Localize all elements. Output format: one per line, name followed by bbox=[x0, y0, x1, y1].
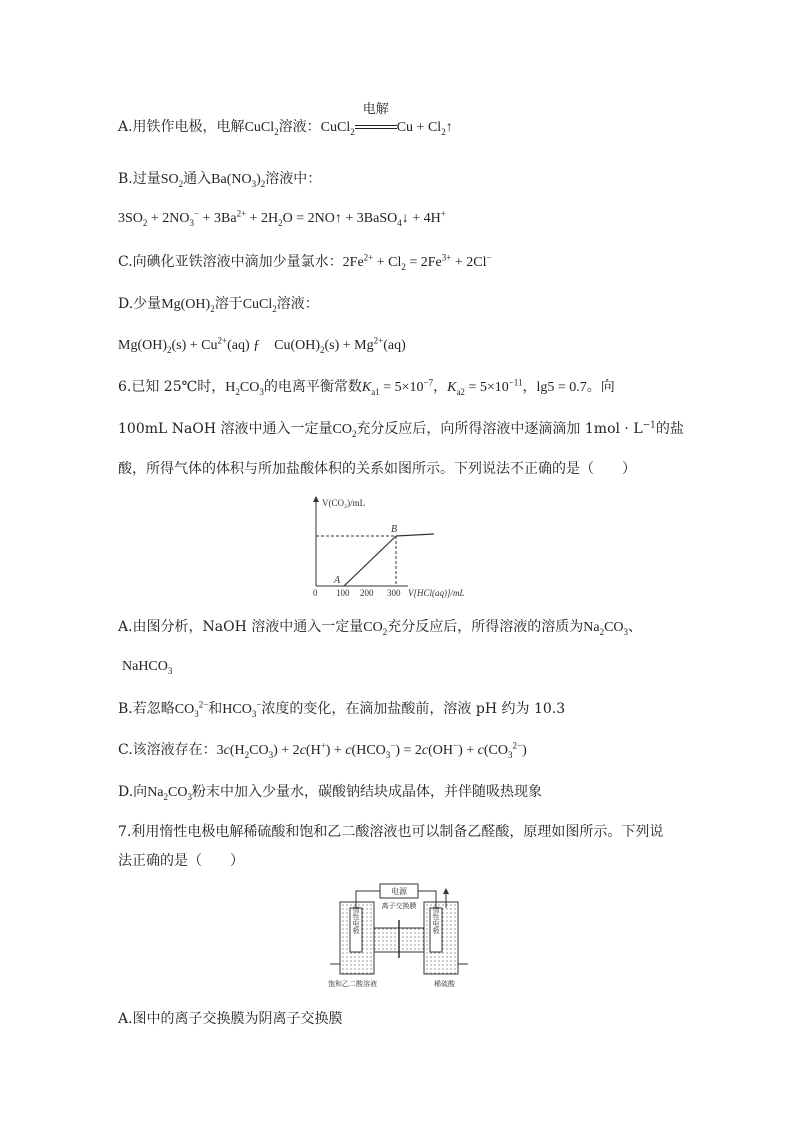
q7-stem-line2: 法正确的是（ ） bbox=[118, 853, 244, 869]
rising-segment bbox=[344, 536, 396, 586]
electrolysis-cell-diagram bbox=[326, 880, 472, 992]
left-electrode-label: 惰性电极 bbox=[352, 906, 360, 934]
x-axis-label: V[HCl(aq)]/mL bbox=[408, 588, 465, 598]
left-solution-label: 饱和乙二酸溶液 bbox=[328, 980, 377, 988]
point-a-label: A bbox=[334, 575, 341, 586]
q5-option-d-equation: $Mg(OH)_2(s) + Cu^{2+}(aq)$ ƒ $Cu(OH)_2(s) + Mg^{2+}(aq)$ bbox=[118, 335, 406, 355]
q5-option-d: D.少量$Mg(OH)_2$溶于CuCl$_2$溶液： bbox=[118, 296, 319, 314]
y-axis-arrow bbox=[313, 496, 319, 502]
point-b-label: B bbox=[391, 524, 398, 535]
electrolysis-arrow: 电解 bbox=[355, 118, 397, 136]
q6-option-b: B.若忽略$CO_3^{2-}$和$HCO_3^-$浓度的变化，在滴加盐酸前，溶液 pH 约为 10.3 bbox=[118, 699, 566, 719]
tick-200: 200 bbox=[360, 588, 374, 598]
q6-stem-line1: 6.已知 25℃时，$H_2CO_3$的电离平衡常数$K_{a1} = 5\times 10^{-7}$，$K_{a2} = 5\times 10^{-11}$，lg5 = 0.7。向 bbox=[118, 377, 615, 397]
q5-option-b: B.过量$SO_2$通入$Ba(NO_3)_2$溶液中： bbox=[118, 171, 322, 189]
q6-option-c: C.该溶液存在：$3c(H_2CO_3) + 2c(H^+) + c(HCO_3^-) = 2c(OH^-) + c(CO_3^{2-})$ bbox=[118, 740, 527, 760]
tick-300: 300 bbox=[387, 588, 401, 598]
q7-stem-line1: 7.利用惰性电极电解稀硫酸和饱和乙二酸溶液也可以制备乙醛酸，原理如图所示。下列说 bbox=[118, 824, 664, 840]
co2-volume-chart bbox=[300, 492, 500, 600]
gas-outlet-arrow-icon bbox=[443, 888, 449, 894]
q6-stem-line3: 酸，所得气体的体积与所加盐酸体积的关系如图所示。下列说法不正确的是（ ） bbox=[118, 461, 636, 477]
tick-100: 100 bbox=[336, 588, 350, 598]
q6-stem-line2: 100mL NaOH 溶液中通入一定量$CO_2$充分反应后，向所得溶液中逐滴滴加 $1mol \cdot L^{-1}$的盐 bbox=[118, 420, 684, 439]
membrane-label: 离子交换膜 bbox=[381, 902, 417, 910]
right-electrode-label: 惰性电极 bbox=[432, 906, 440, 934]
y-axis-label: V(CO₂)/mL bbox=[322, 498, 366, 508]
q5-option-b-equation: $3SO_2 + 2NO_3^- + 3Ba^{2+} + 2H_2O$ = 2NO↑ + 3BaSO$_4$↓ + 4H+ bbox=[118, 208, 446, 228]
q6-option-a: A.由图分析，NaOH 溶液中通入一定量$CO_2$充分反应后，所得溶液的溶质为$Na_2CO_3$、 bbox=[118, 619, 643, 637]
q6-option-d: D.向$Na_2CO_3$粉末中加入少量水，碳酸钠结块成晶体，并伴随吸热现象 bbox=[118, 784, 542, 802]
right-solution-label: 稀硫酸 bbox=[434, 980, 455, 988]
q7-option-a: A.图中的离子交换膜为阴离子交换膜 bbox=[118, 1011, 343, 1027]
power-supply-label: 电源 bbox=[391, 887, 407, 896]
plateau-segment bbox=[396, 534, 434, 536]
q5-option-c: C.向碘化亚铁溶液中滴加少量氯水：$2Fe^{2+} + Cl_2 = 2Fe^{3+} + 2Cl^-$ bbox=[118, 252, 492, 272]
q5-option-a: A.用铁作电极，电解CuCl$_2$溶液：CuCl$_2$ 电解 $Cu + Cl_2↑$ bbox=[118, 102, 453, 137]
q6-option-a-cont: NaHCO$_3$ bbox=[122, 659, 173, 676]
origin-label: 0 bbox=[313, 588, 318, 598]
